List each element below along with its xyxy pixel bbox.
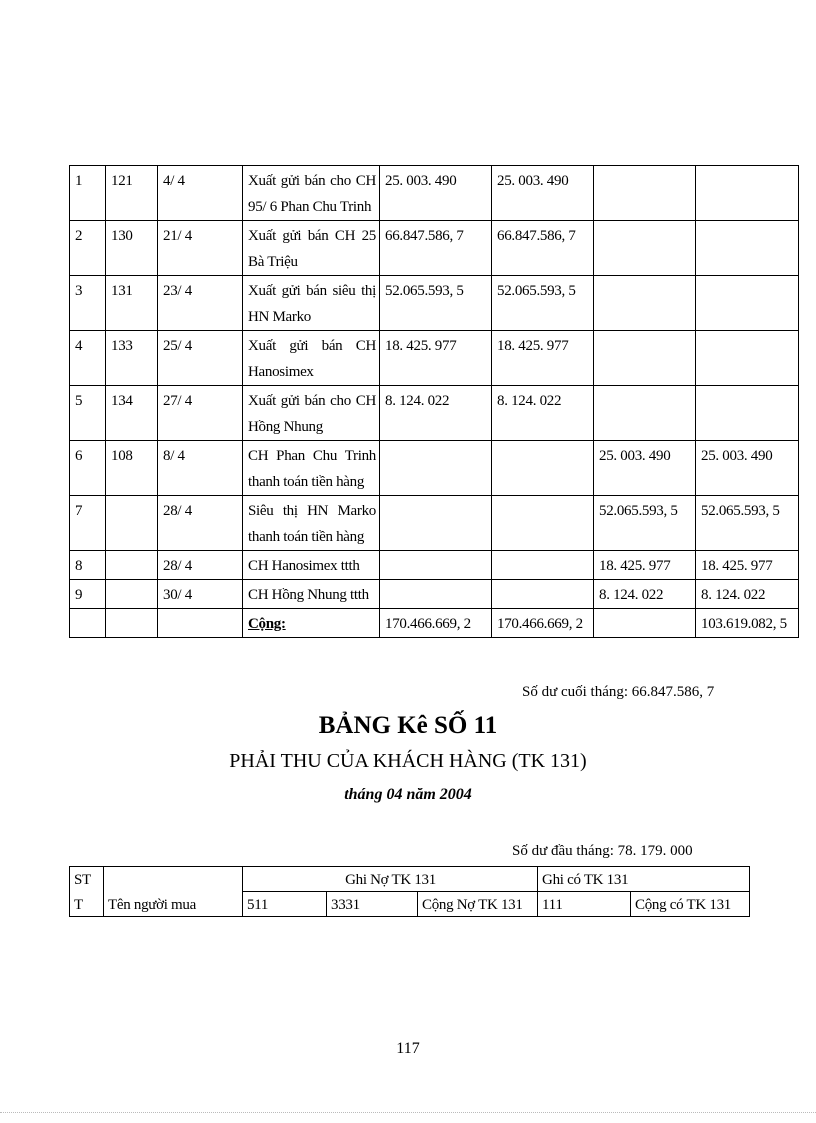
row-date: 28/ 4 xyxy=(158,551,243,580)
ledger-total-row xyxy=(70,609,799,638)
row-date: 4/ 4 xyxy=(158,166,243,221)
row-voucher-code: 121 xyxy=(106,166,158,221)
row-description: Xuất gửi bán cho CH 95/ 6 Phan Chu Trinh xyxy=(243,166,380,221)
row-stt: 4 xyxy=(70,331,106,386)
row-credit-2: 52.065.593, 5 xyxy=(696,496,799,551)
stt-header-bottom: T xyxy=(70,892,104,917)
receivable-table xyxy=(69,866,750,917)
ledger-row xyxy=(70,221,799,276)
row-stt: 1 xyxy=(70,166,106,221)
section-subtitle: PHẢI THU CỦA KHÁCH HÀNG (TK 131) xyxy=(229,750,587,772)
row-description: Xuất gửi bán CH 25 Bà Triệu xyxy=(243,221,380,276)
ledger-row xyxy=(70,166,799,221)
row-debit-2: 66.847.586, 7 xyxy=(492,221,594,276)
row-debit-2 xyxy=(492,580,594,609)
section-title: BẢNG Kê SỐ 11 xyxy=(318,712,498,739)
row-credit: 8. 124. 022 xyxy=(594,580,696,609)
col-511: 511 xyxy=(243,892,327,917)
row-description: Siêu thị HN Marko thanh toán tiền hàng xyxy=(243,496,380,551)
row-debit-2: 8. 124. 022 xyxy=(492,386,594,441)
row-description: CH Phan Chu Trinh thanh toán tiền hàng xyxy=(243,441,380,496)
row-debit: 52.065.593, 5 xyxy=(380,276,492,331)
total-credit-2: 103.619.082, 5 xyxy=(696,609,799,638)
row-debit-2 xyxy=(492,551,594,580)
row-stt: 6 xyxy=(70,441,106,496)
row-voucher-code: 130 xyxy=(106,221,158,276)
row-debit-2 xyxy=(492,496,594,551)
row-debit: 8. 124. 022 xyxy=(380,386,492,441)
row-description: CH Hồng Nhung ttth xyxy=(243,580,380,609)
row-debit: 18. 425. 977 xyxy=(380,331,492,386)
closing-balance: Số dư cuối tháng: 66.847.586, 7 xyxy=(522,684,715,700)
ledger-table xyxy=(69,165,799,638)
col-total-debit: Cộng Nợ TK 131 xyxy=(418,892,538,917)
row-credit xyxy=(594,221,696,276)
row-debit: 66.847.586, 7 xyxy=(380,221,492,276)
row-voucher-code: 133 xyxy=(106,331,158,386)
row-debit-2 xyxy=(492,441,594,496)
row-date: 21/ 4 xyxy=(158,221,243,276)
row-date: 23/ 4 xyxy=(158,276,243,331)
ledger-row xyxy=(70,331,799,386)
row-date: 25/ 4 xyxy=(158,331,243,386)
ledger-row xyxy=(70,276,799,331)
row-credit-2 xyxy=(696,276,799,331)
row-date: 27/ 4 xyxy=(158,386,243,441)
row-voucher-code: 134 xyxy=(106,386,158,441)
row-debit-2: 18. 425. 977 xyxy=(492,331,594,386)
row-credit xyxy=(594,331,696,386)
ledger-row xyxy=(70,386,799,441)
row-stt: 9 xyxy=(70,580,106,609)
total-empty-2 xyxy=(106,609,158,638)
row-stt: 2 xyxy=(70,221,106,276)
row-stt: 7 xyxy=(70,496,106,551)
row-date: 8/ 4 xyxy=(158,441,243,496)
row-credit-2 xyxy=(696,386,799,441)
row-debit-2: 52.065.593, 5 xyxy=(492,276,594,331)
row-credit: 52.065.593, 5 xyxy=(594,496,696,551)
row-credit-2 xyxy=(696,166,799,221)
page-number: 117 xyxy=(396,1040,420,1057)
row-description: CH Hanosimex ttth xyxy=(243,551,380,580)
row-debit xyxy=(380,496,492,551)
total-label: Cộng: xyxy=(243,609,380,638)
row-stt: 5 xyxy=(70,386,106,441)
ledger-row xyxy=(70,441,799,496)
stt-header-top: ST xyxy=(70,867,104,892)
col-111: 111 xyxy=(538,892,631,917)
row-credit-2: 18. 425. 977 xyxy=(696,551,799,580)
ledger-row xyxy=(70,551,799,580)
row-credit-2 xyxy=(696,221,799,276)
col-total-credit: Cộng có TK 131 xyxy=(631,892,750,917)
row-voucher-code: 131 xyxy=(106,276,158,331)
row-debit xyxy=(380,580,492,609)
row-credit-2: 8. 124. 022 xyxy=(696,580,799,609)
row-credit: 25. 003. 490 xyxy=(594,441,696,496)
ledger-row xyxy=(70,580,799,609)
debit-group-header: Ghi Nợ TK 131 xyxy=(243,867,538,892)
row-credit xyxy=(594,386,696,441)
row-voucher-code xyxy=(106,496,158,551)
row-debit xyxy=(380,551,492,580)
row-description: Xuất gửi bán siêu thị HN Marko xyxy=(243,276,380,331)
row-date: 30/ 4 xyxy=(158,580,243,609)
total-debit: 170.466.669, 2 xyxy=(380,609,492,638)
page-edge-divider xyxy=(0,1112,816,1113)
total-empty-1 xyxy=(70,609,106,638)
col-3331: 3331 xyxy=(327,892,418,917)
row-description: Xuất gửi bán CH Hanosimex xyxy=(243,331,380,386)
row-credit: 18. 425. 977 xyxy=(594,551,696,580)
row-date: 28/ 4 xyxy=(158,496,243,551)
row-description: Xuất gửi bán cho CH Hồng Nhung xyxy=(243,386,380,441)
row-credit xyxy=(594,166,696,221)
ledger-row xyxy=(70,496,799,551)
row-credit xyxy=(594,276,696,331)
row-debit-2: 25. 003. 490 xyxy=(492,166,594,221)
row-voucher-code xyxy=(106,580,158,609)
total-debit-2: 170.466.669, 2 xyxy=(492,609,594,638)
row-voucher-code xyxy=(106,551,158,580)
row-stt: 8 xyxy=(70,551,106,580)
credit-group-header: Ghi có TK 131 xyxy=(538,867,750,892)
row-credit-2 xyxy=(696,331,799,386)
total-credit xyxy=(594,609,696,638)
receivable-header-row-1 xyxy=(70,867,750,892)
row-stt: 3 xyxy=(70,276,106,331)
row-debit xyxy=(380,441,492,496)
row-credit-2: 25. 003. 490 xyxy=(696,441,799,496)
total-empty-3 xyxy=(158,609,243,638)
opening-balance: Số dư đầu tháng: 78. 179. 000 xyxy=(512,843,693,859)
buyer-header: Tên người mua xyxy=(104,867,243,917)
section-period: tháng 04 năm 2004 xyxy=(344,786,472,803)
row-voucher-code: 108 xyxy=(106,441,158,496)
row-debit: 25. 003. 490 xyxy=(380,166,492,221)
